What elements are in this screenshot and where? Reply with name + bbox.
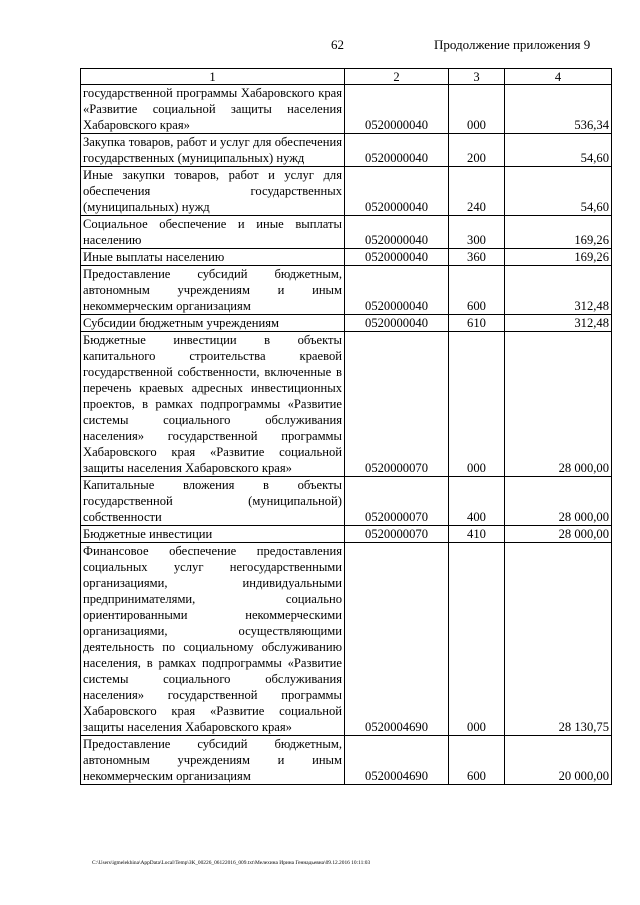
row-description: Субсидии бюджетным учреждениям [81,315,345,332]
row-target-code: 0520000040 [345,315,449,332]
row-target-code: 0520000040 [345,216,449,249]
table-row [81,736,612,785]
row-amount: 169,26 [505,249,612,266]
row-target-code: 0520004690 [345,736,449,785]
table-row [81,249,612,266]
row-expense-type: 400 [449,477,505,526]
row-description: Предоставление субсидий бюджетным, автономным учреждениям и иным некоммерческим организациям [81,736,345,785]
row-expense-type: 000 [449,332,505,477]
row-expense-type: 600 [449,736,505,785]
row-description: Финансовое обеспечение предоставления социальных услуг негосударственными организациями, индивидуальными предпринимателями, социально ориентированными некоммерческими организациями, осуществляющими деятельность по социальному обслуживанию населения, в рамках подпрограммы «Развитие системы социального обслуживания населения» государственной программы Хабаровского края «Развитие социальной защиты населения Хабаровского края» [81,543,345,736]
row-amount: 28 130,75 [505,543,612,736]
column-header: 2 [345,69,449,85]
row-target-code: 0520000040 [345,167,449,216]
table-row [81,216,612,249]
row-expense-type: 200 [449,134,505,167]
row-description: Капитальные вложения в объекты государственной (муниципальной) собственности [81,477,345,526]
row-description: Социальное обеспечение и иные выплаты населению [81,216,345,249]
row-amount: 28 000,00 [505,526,612,543]
row-amount: 536,34 [505,85,612,134]
column-header: 3 [449,69,505,85]
row-expense-type: 000 [449,543,505,736]
table-row [81,543,612,736]
row-description: Иные закупки товаров, работ и услуг для обеспечения государственных (муниципальных) нужд [81,167,345,216]
row-amount: 54,60 [505,134,612,167]
row-target-code: 0520000040 [345,249,449,266]
column-header: 1 [81,69,345,85]
row-target-code: 0520000040 [345,266,449,315]
row-description: Бюджетные инвестиции в объекты капитального строительства краевой государственной собственности, включенные в перечень краевых адресных инвестиционных проектов, в рамках подпрограммы «Развитие системы социального обслуживания населения» государственной программы Хабаровского края «Развитие социальной защиты населения Хабаровского края» [81,332,345,477]
table-row [81,315,612,332]
table-row [81,266,612,315]
table-row [81,526,612,543]
table-row [81,167,612,216]
row-amount: 169,26 [505,216,612,249]
row-description: Предоставление субсидий бюджетным, автономным учреждениям и иным некоммерческим организациям [81,266,345,315]
row-target-code: 0520000040 [345,134,449,167]
row-description: государственной программы Хабаровского края «Развитие социальной защиты населения Хабаровского края» [81,85,345,134]
row-target-code: 0520000070 [345,332,449,477]
table-row [81,477,612,526]
file-path-footer: C:\Users\igmelekhina\AppData\Local\Temp\ЗК_00226_06122016_009.txt\Мелехина Ирина Геннадьевна\09.12.2016 10:11:03 [92,860,371,866]
table-row [81,134,612,167]
column-header: 4 [505,69,612,85]
row-amount: 312,48 [505,266,612,315]
row-expense-type: 300 [449,216,505,249]
row-expense-type: 240 [449,167,505,216]
table-row [81,85,612,134]
row-target-code: 0520000040 [345,85,449,134]
row-description: Иные выплаты населению [81,249,345,266]
row-amount: 28 000,00 [505,332,612,477]
budget-table [80,68,612,785]
continuation-label: Продолжение приложения 9 [434,37,591,52]
page-number: 62 [331,37,344,52]
row-expense-type: 610 [449,315,505,332]
table-header-row [81,69,612,85]
row-amount: 312,48 [505,315,612,332]
row-amount: 28 000,00 [505,477,612,526]
row-description: Закупка товаров, работ и услуг для обеспечения государственных (муниципальных) нужд [81,134,345,167]
row-expense-type: 410 [449,526,505,543]
row-expense-type: 360 [449,249,505,266]
row-expense-type: 600 [449,266,505,315]
row-amount: 54,60 [505,167,612,216]
row-description: Бюджетные инвестиции [81,526,345,543]
row-target-code: 0520000070 [345,477,449,526]
row-target-code: 0520004690 [345,543,449,736]
row-expense-type: 000 [449,85,505,134]
table-row [81,332,612,477]
row-amount: 20 000,00 [505,736,612,785]
row-target-code: 0520000070 [345,526,449,543]
